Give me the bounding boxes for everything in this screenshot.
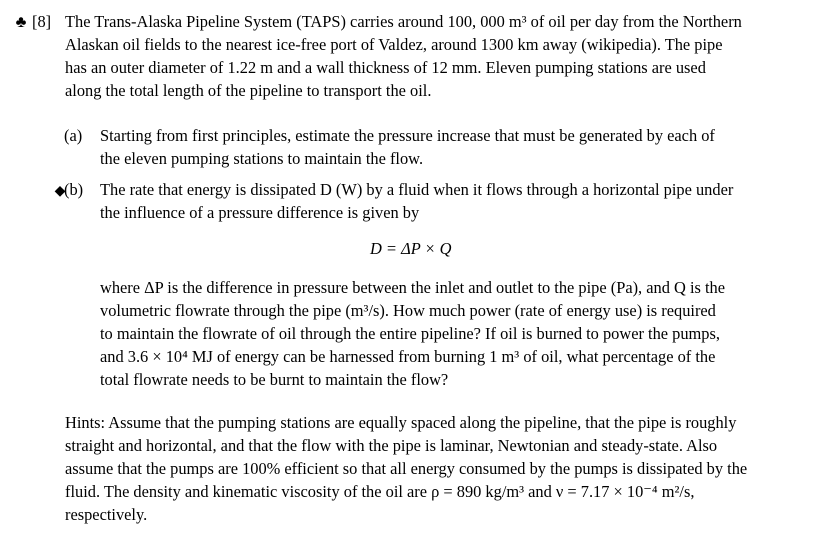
question-intro	[65, 10, 819, 102]
part-b-label: (b)	[64, 180, 84, 199]
hints-line: respectively.	[65, 505, 148, 524]
part-a	[64, 124, 821, 170]
intro-line: has an outer diameter of 1.22 m and a wall thickness of 12 mm. Eleven pumping stations are used	[65, 58, 706, 77]
part-b-after-line: volumetric flowrate through the pipe (m³/s). How much power (rate of energy use) is required	[100, 301, 716, 320]
part-b-after-line: where ΔP is the difference in pressure between the inlet and outlet to the pipe (Pa), and Q is the	[100, 278, 725, 297]
part-b-line: The rate that energy is dissipated D (W) by a fluid when it flows through a horizontal pipe under	[100, 180, 734, 199]
diamond-suit-icon: ◆	[54, 184, 66, 199]
question-header	[14, 10, 819, 102]
hints-line: Hints: Assume that the pumping stations are equally spaced along the pipeline, that the pipe is roughly	[65, 413, 737, 432]
dissipation-equation: D = ΔP × Q	[370, 239, 452, 258]
part-a-line: the eleven pumping stations to maintain the flow.	[100, 149, 424, 168]
part-b-after-line: total flowrate needs to be burnt to maintain the flow?	[100, 370, 449, 389]
intro-line: Alaskan oil fields to the nearest ice-free port of Valdez, around 1300 km away (wikipedia). The pipe	[65, 35, 723, 54]
part-b-after-line: and 3.6 × 10⁴ MJ of energy can be harnessed from burning 1 m³ of oil, what percentage of the	[100, 347, 716, 366]
intro-line: The Trans-Alaska Pipeline System (TAPS) carries around 100, 000 m³ of oil per day from the Northern	[65, 12, 742, 31]
part-b	[64, 178, 821, 224]
part-b-line: the influence of a pressure difference is given by	[100, 203, 420, 222]
part-a-text	[100, 124, 821, 170]
club-suit-icon: ♣	[15, 12, 27, 31]
question-points: [8]	[32, 12, 52, 31]
hints-line: fluid. The density and kinematic viscosity of the oil are ρ = 890 kg/m³ and ν = 7.17 × 10⁻⁴ m²/s,	[65, 482, 695, 501]
hints-line: assume that the pumps are 100% efficient so that all energy consumed by the pumps is dissipated by the	[65, 459, 748, 478]
hints-line: straight and horizontal, and that the flow with the pipe is laminar, Newtonian and steady-state. Also	[65, 436, 718, 455]
part-b-after-line: to maintain the flowrate of oil through the entire pipeline? If oil is burned to power the pumps,	[100, 324, 720, 343]
part-b-continuation	[100, 276, 821, 391]
part-b-text	[100, 178, 821, 224]
part-a-label: (a)	[64, 126, 83, 145]
intro-line: along the total length of the pipeline to transport the oil.	[65, 81, 432, 100]
hints-paragraph	[65, 411, 821, 526]
part-a-line: Starting from first principles, estimate the pressure increase that must be generated by each of	[100, 126, 715, 145]
